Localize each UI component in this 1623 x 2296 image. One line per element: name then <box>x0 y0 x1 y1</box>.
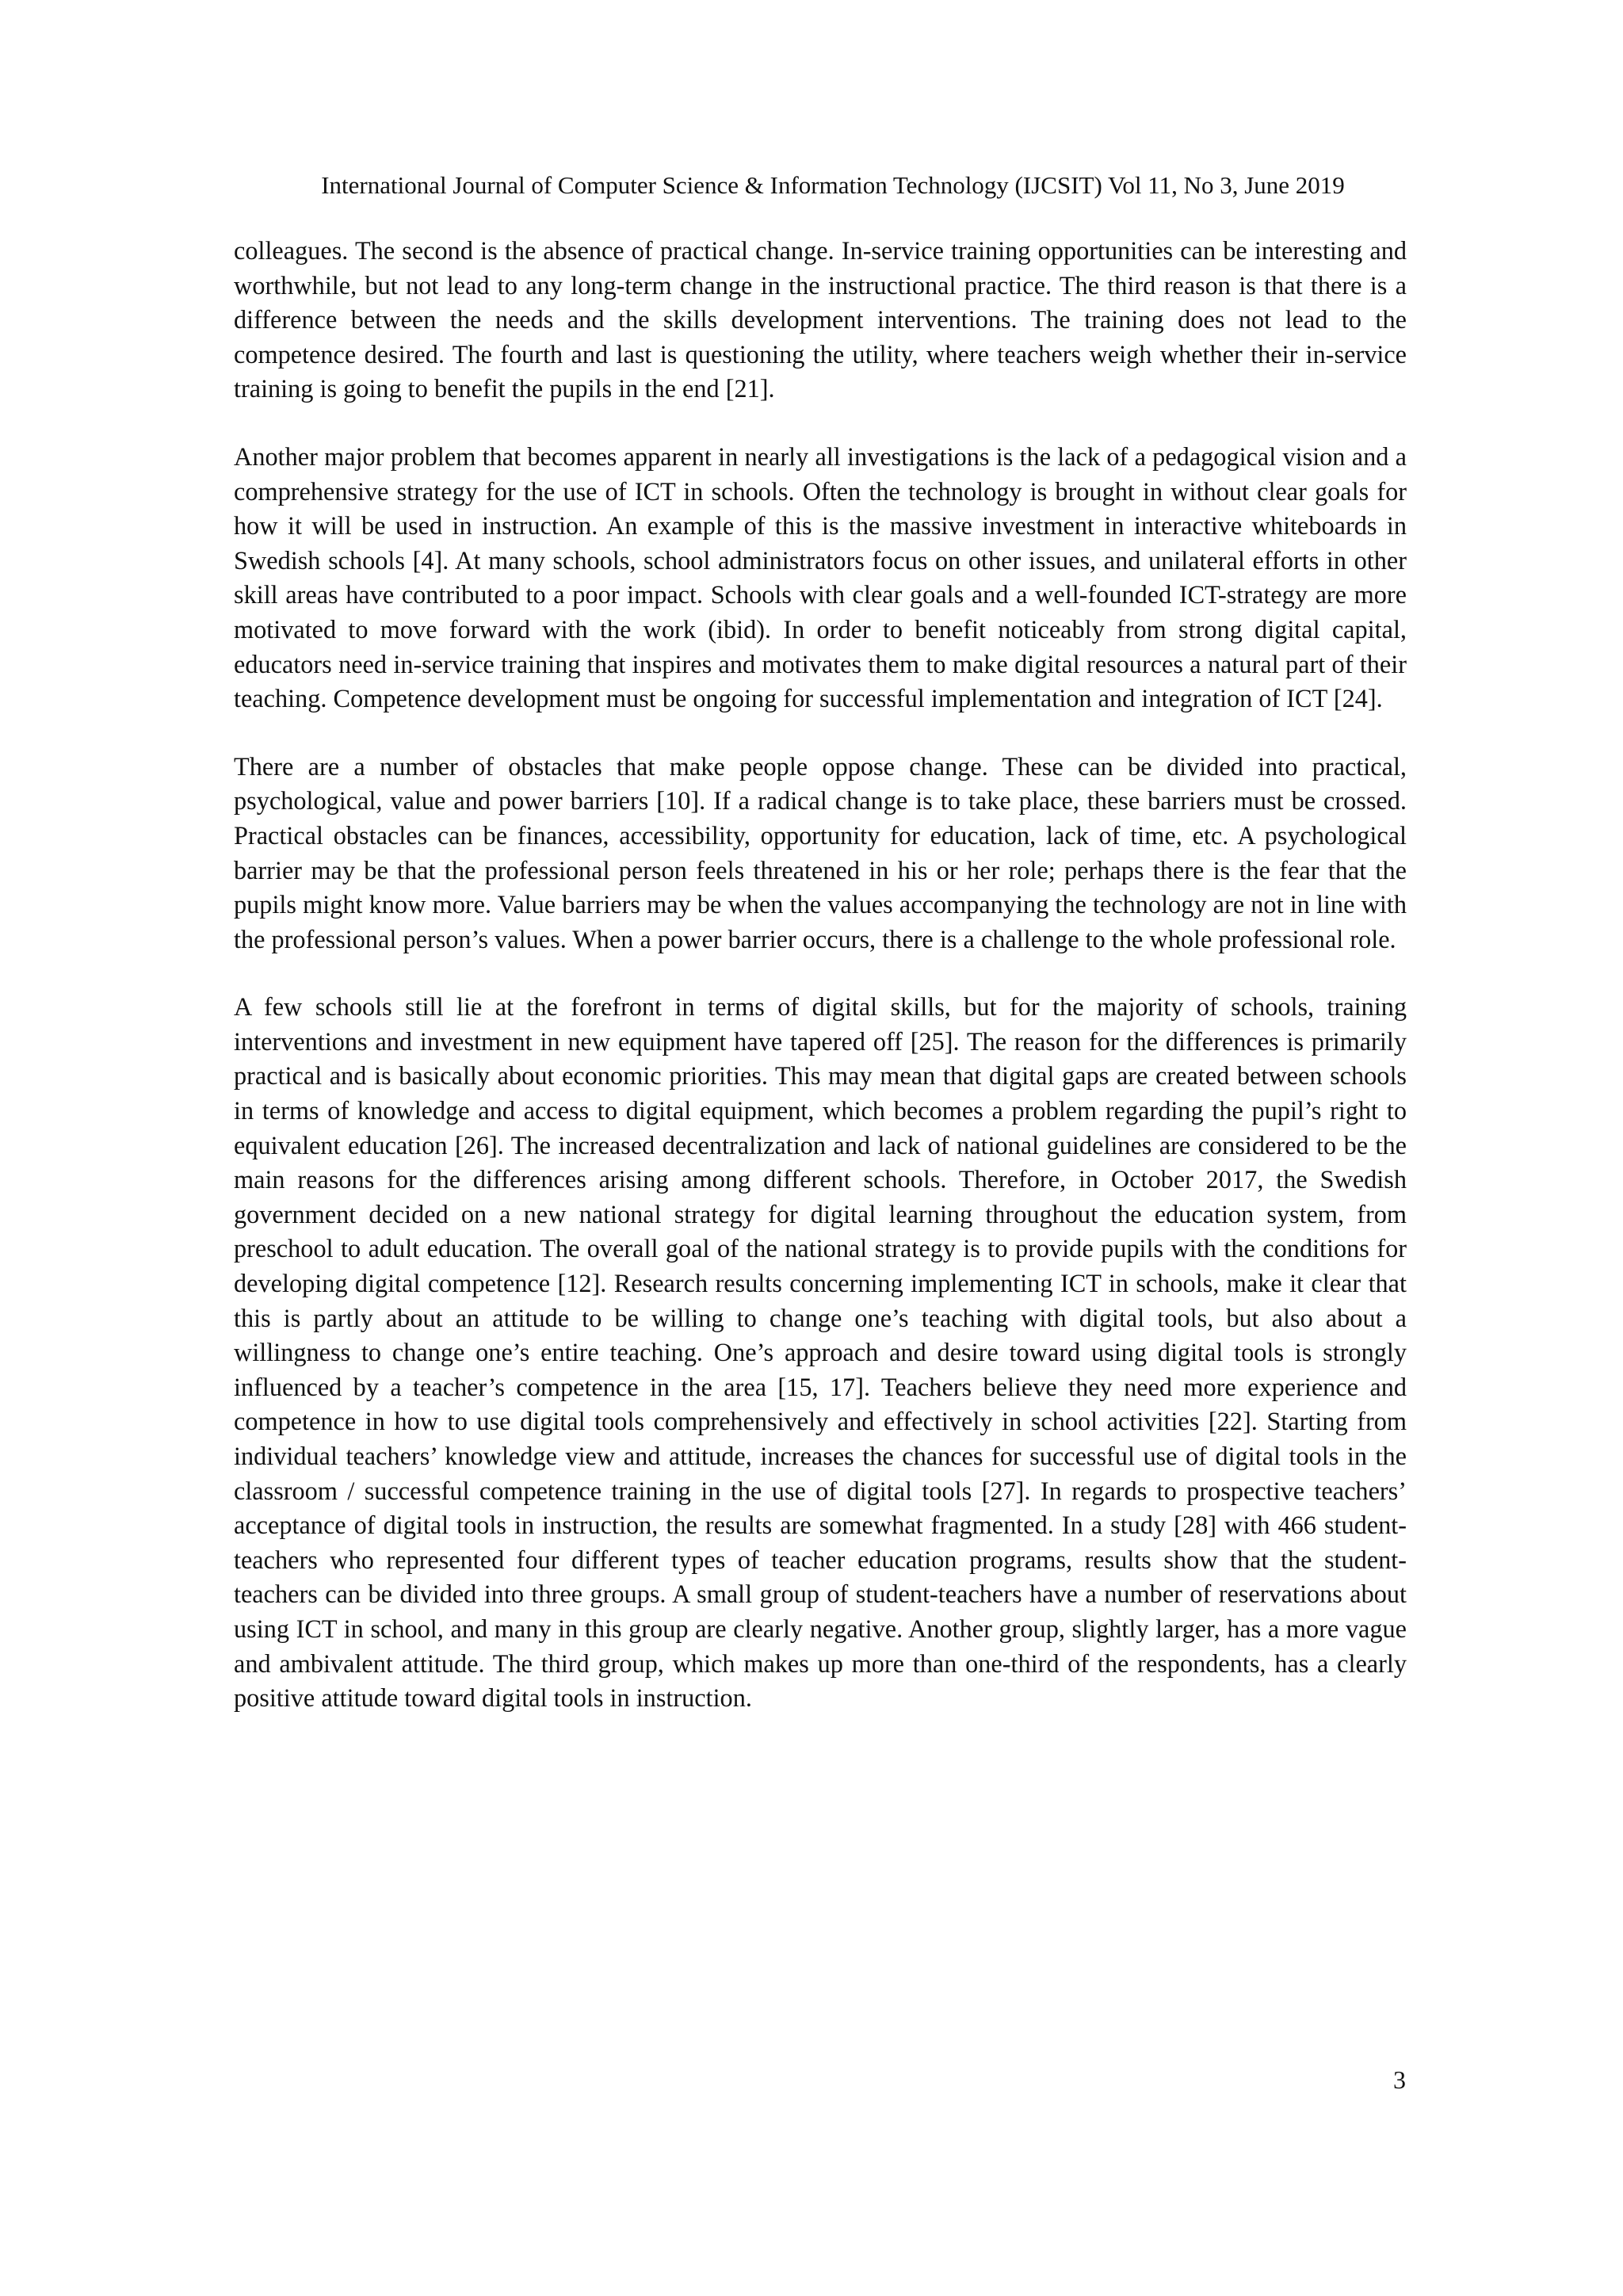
paragraph-pedagogical-vision: Another major problem that becomes apparent in nearly all investigations is the lack of a pedagogical vision and a comprehensive strategy for the use of ICT in schools. Often the technology is brought in without clear goals for how it will be used in instruction. An example of this is the massive investment in interactive whiteboards in Swedish schools [4]. At many schools, school administrators focus on other issues, and unilateral efforts in other skill areas have contributed to a poor impact. Schools with clear goals and a well-founded ICT-strategy are more motivated to move forward with the work (ibid). In order to benefit noticeably from strong digital capital, educators need in-service training that inspires and motivates them to make digital resources a natural part of their teaching. Competence development must be ongoing for successful implementation and integration of ICT [24]. <box>234 441 1407 713</box>
body-text <box>234 234 1407 1749</box>
page-number: 3 <box>1393 2065 1406 2094</box>
running-header: International Journal of Computer Science & Information Technology (IJCSIT) Vol 11, No 3, June 2019 <box>321 171 1345 199</box>
paragraph-obstacles-to-change: There are a number of obstacles that make people oppose change. These can be divided into practical, psychological, value and power barriers [10]. If a radical change is to take place, these barriers must be crossed. Practical obstacles can be finances, accessibility, opportunity for education, lack of time, etc. A psychological barrier may be that the professional person feels threatened in his or her role; perhaps there is the fear that the pupils might know more. Value barriers may be when the values accompanying the technology are not in line with the professional person’s values. When a power barrier occurs, there is a challenge to the whole professional role. <box>234 751 1407 953</box>
paragraph-digital-gaps: A few schools still lie at the forefront in terms of digital skills, but for the majority of schools, training interventions and investment in new equipment have tapered off [25]. The reason for the differences is primarily practical and is basically about economic priorities. This may mean that digital gaps are created between schools in terms of knowledge and access to digital equipment, which becomes a problem regarding the pupil’s right to equivalent education [26]. The increased decentralization and lack of national guidelines are considered to be the main reasons for the differences arising among different schools. Therefore, in October 2017, the Swedish government decided on a new national strategy for digital learning throughout the education system, from preschool to adult education. The overall goal of the national strategy is to provide pupils with the conditions for developing digital competence [12]. Research results concerning implementing ICT in schools, make it clear that this is partly about an attitude to be willing to change one’s teaching with digital tools, but also about a willingness to change one’s entire teaching. One’s approach and desire toward using digital tools is strongly influenced by a teacher’s competence in the area [15, 17]. Teachers believe they need more experience and competence in how to use digital tools comprehensively and effectively in school activities [22]. Starting from individual teachers’ knowledge view and attitude, increases the chances for successful use of digital tools in the classroom / successful competence training in the use of digital tools [27]. In regards to prospective teachers’ acceptance of digital tools in instruction, the results are somewhat fragmented. In a study [28] with 466 student-teachers who represented four different types of teacher education programs, results show that the student-teachers can be divided into three groups. A small group of student-teachers have a number of reservations about using ICT in school, and many in this group are clearly negative. Another group, slightly larger, has a more vague and ambivalent attitude. The third group, which makes up more than one-third of the respondents, has a clearly positive attitude toward digital tools in instruction. <box>234 992 1407 1713</box>
paragraph-in-service-training: colleagues. The second is the absence of practical change. In-service training opportunities can be interesting and worthwhile, but not lead to any long-term change in the instructional practice. The third reason is that there is a difference between the needs and the skills development interventions. The training does not lead to the competence desired. The fourth and last is questioning the utility, where teachers weigh whether their in-service training is going to benefit the pupils in the end [21]. <box>234 236 1407 403</box>
